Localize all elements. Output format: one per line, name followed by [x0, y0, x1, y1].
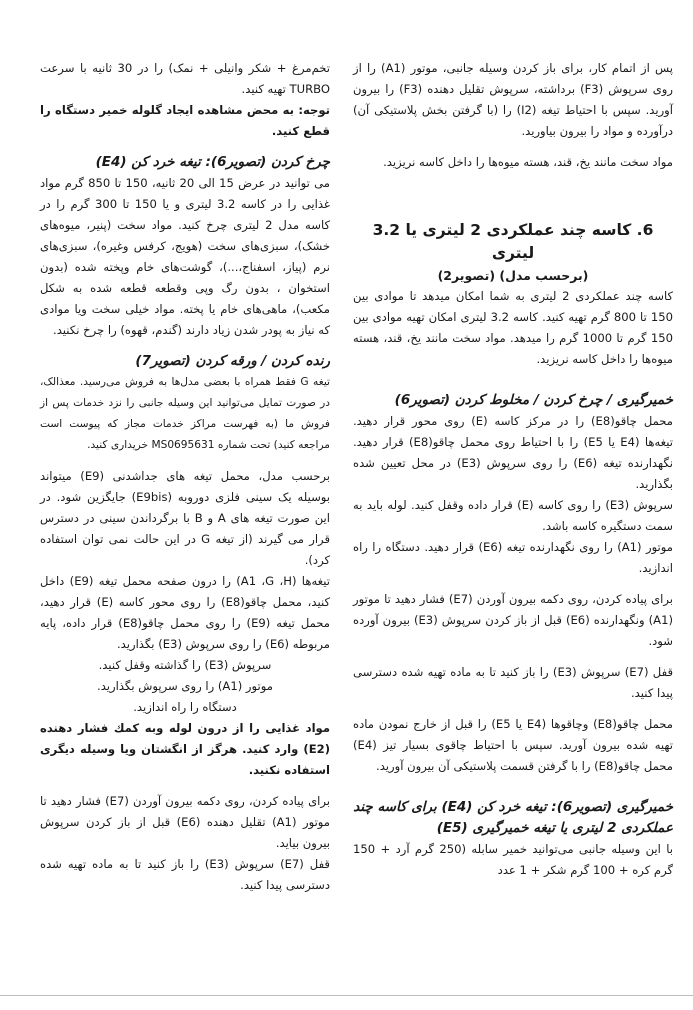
paragraph: برای پیاده کردن، روی دکمه بیرون آوردن (E7) فشار دهید تا موتور (A1) ونگهدارنده (E6) قبل از باز کردن سرپوش (E3) بیرون آورده شود.: [353, 592, 673, 648]
mixing-heading: خمیرگیری / چرخ کردن / مخلوط کردن (تصویر6): [394, 392, 673, 408]
paragraph: برای پیاده کردن، روی دکمه بیرون آوردن (E7) فشار دهید تا موتور (A1) تقلیل دهنده (E6) قبل از باز کردن سرپوش بیرون بیاید.: [40, 794, 330, 850]
paragraph: می توانید در عرض 15 الی 20 ثانیه، 150 تا 850 گرم مواد غذایی را در کاسه 3.2 لیتری و یا 150 تا 300 گرم را در کاسه مدل 2 لیتری چرخ کنید. مواد سخت (پنیر، میوه‌های خشک)، سبزی‌های سخت (هویج، کرفس وغیره)، سبزی‌های نرم (پیاز، اسفناج،...)، گوشت‌های خام وپخته شده (بدون استخوان ، بدون رگ وپی وقطعه قطعه شده به شکل مکعب)، ماهی‌های خام یا پخته. مواد خیلی سخت ویا موادی که نیاز به پودر شدن زیاد دارند (گندم، قهوه) را چرخ نکنید.: [40, 176, 330, 337]
footer-divider: [0, 995, 693, 996]
paragraph: موتور (A1) را روی سرپوش بگذارید.: [97, 679, 273, 693]
grating-heading: رنده کردن / ورقه کردن (تصویر7): [135, 353, 330, 369]
paragraph: برحسب مدل، محمل تیغه های جداشدنی (E9) میتواند بوسیله یک سینی فلزی دوروبه (E9bis) جایگزین شود. در این صورت تیغه های A و B با برگرداندن سینی در دسترس قرار می گیرند (از تیغه G در این حالت نمی توان استفاده کرد).: [40, 469, 331, 567]
warning-paragraph: مواد غذایی را از درون لوله وبه کمك فشار دهنده (E2) وارد کنید. هرگز از انگشتان ویا وسیله دیگری استفاده نکنید.: [40, 721, 330, 777]
paragraph: دستگاه را راه اندازید.: [133, 700, 237, 714]
paragraph: سرپوش (E3) را گذاشته وقفل کنید.: [98, 658, 272, 672]
paragraph: پس از اتمام کار، برای باز کردن وسیله جانبی، موتور (A1) را از روی سرپوش (F3) برداشته، سرپوش تقلیل دهنده (F3) را بیرون آورید. سپس با احتیاط تیغه (I2) را (با گرفتن بخش پلاستیکی آن) درآورده و مواد را بیرون بیاورید.: [353, 61, 673, 138]
left-column: [40, 58, 330, 896]
section-6-title: 6. کاسه چند عملکردی 2 لیتری یا 3.2 لیتری: [372, 221, 654, 262]
paragraph: موتور (A1) را روی نگهدارنده تیغه (E6) قرار دهید. دستگاه را راه اندازید.: [353, 540, 673, 575]
note-paragraph: توجه: به محض مشاهده ایجاد گلوله خمیر دستگاه را قطع کنید.: [40, 103, 330, 138]
paragraph: قفل (E7) سرپوش (E3) را باز کنید تا به ماده تهیه شده دسترسی پیدا کنید.: [40, 857, 330, 892]
paragraph: با این وسیله جانبی می‌توانید خمیر سابله (250 گرم آرد + 150 گرم کره + 100 گرم شکر + 1 عدد: [353, 842, 673, 877]
paragraph: تیغه G فقط همراه با بعضی مدل‌ها به فروش می‌رسید. معذالک، در صورت تمایل می‌توانید این وسیله جانبی را نزد خدمات پس از فروش ما (به فهرست مراکز خدمات مجاز که پیوست است مراجعه کنید) تحت شماره MS0695631 خریداری کنید.: [40, 376, 330, 451]
paragraph: مواد سخت مانند یخ، قند، هسته میوه‌ها را داخل کاسه نریزید.: [383, 155, 673, 169]
paragraph: محمل چاقو(E8) وچاقوها (E4 یا E5) را قبل از خارج نمودن ماده تهیه شده بیرون آورید. سپس با احتیاط چاقوی بسیار تیز (E4) محمل چاقو(E8) را با گرفتن قسمت پلاستیکی آن بیرون آورید.: [353, 717, 673, 773]
paragraph: تیغه‌ها (A1 ،G ،H) را درون صفحه محمل تیغه (E9) داخل کنید، محمل چاقو(E8) را روی محور کاسه (E) قرار دهید، محمل تیغه (E9) را روی محمل چاقو(E8) قرار داده، پایه مربوطه (E6) را روی سرپوش (E3) بگذارید.: [40, 574, 331, 651]
kneading-heading: خمیرگیری (تصویر6): تیغه خرد کن (E4) برای کاسه چند عملکردی 2 لیتری یا تیغه خمیرگیری (E5): [353, 799, 673, 836]
paragraph: قفل (E7) سرپوش (E3) را باز کنید تا به ماده تهیه شده دسترسی پیدا کنید.: [353, 665, 673, 700]
section-6-subtitle: (برحسب مدل) (تصویر2): [437, 268, 589, 283]
paragraph: محمل چاقو(E8) را در مرکز کاسه (E) روی محور قرار دهید. تیغه‌ها (E4 یا E5) را با احتیاط روی محمل چاقو(E8) قرار دهید. نگهدارنده تیغه (E6) را روی سرپوش (E3) در محل تعیین شده بگذارید.: [353, 414, 674, 491]
right-column: [353, 58, 673, 881]
paragraph: کاسه چند عملکردی 2 لیتری به شما امکان میدهد تا موادی بین 150 تا 800 گرم تهیه کنید. کاسه 3.2 لیتری امکان تهیه موادی بین 150 گرم تا 1000 گرم را میدهد. مواد سخت مانند یخ، قند، هسته میوه‌ها را داخل کاسه نریزید.: [353, 289, 673, 366]
paragraph: تخم‌مرغ + شکر وانیلی + نمک) را در 30 ثانیه با سرعت TURBO تهیه کنید.: [40, 61, 330, 96]
chopping-heading: چرخ کردن (تصویر6): تیغه خرد کن (E4): [95, 154, 330, 170]
paragraph: سرپوش (E3) را روی کاسه (E) قرار داده وقفل کنید. لوله باید به سمت دستگیره کاسه باشد.: [353, 498, 673, 533]
